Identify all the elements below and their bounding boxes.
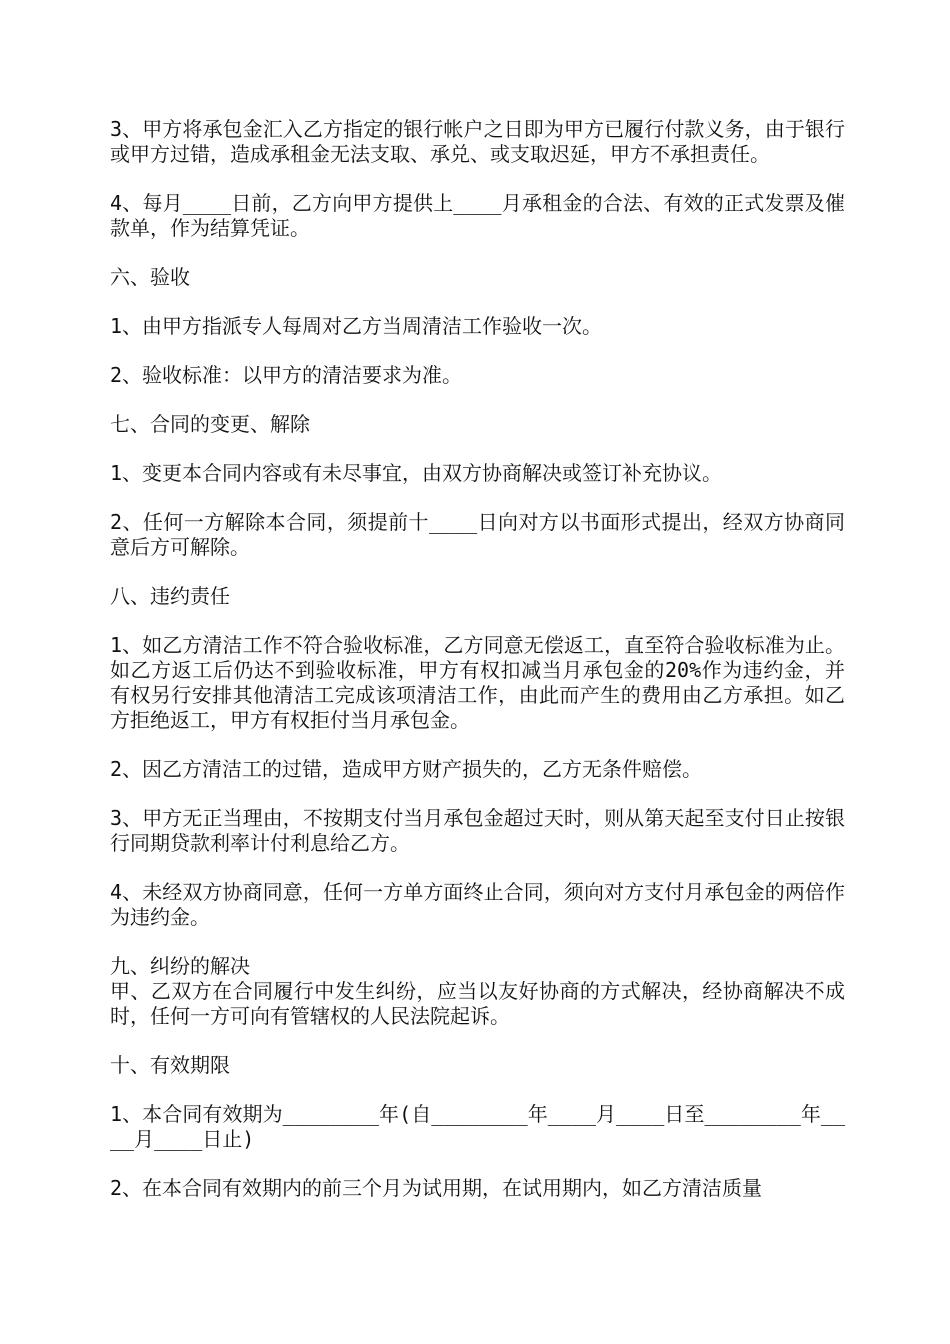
clause-9-body: 甲、乙双方在合同履行中发生纠纷，应当以友好协商的方式解决，经协商解决不成时，任何一方可向有管辖权的人民法院起诉。 — [110, 979, 845, 1028]
clause-5-3: 3、甲方将承包金汇入乙方指定的银行帐户之日即为甲方已履行付款义务，由于银行或甲方过错，造成承租金无法支取、承兑、或支取迟延，甲方不承担责任。 — [110, 117, 845, 166]
clause-8-2: 2、因乙方清洁工的过错，造成甲方财产损失的，乙方无条件赔偿。 — [110, 757, 703, 781]
clause-10-2: 2、在本合同有效期内的前三个月为试用期，在试用期内，如乙方清洁质量 — [110, 1176, 763, 1200]
clause-8-4: 4、未经双方协商同意，任何一方单方面终止合同，须向对方支付月承包金的两倍作为违约金。 — [110, 880, 845, 929]
contract-page — [110, 117, 845, 1201]
clause-8-1: 1、如乙方清洁工作不符合验收标准，乙方同意无偿返工，直至符合验收标准为止。如乙方返工后仍达不到验收标准，甲方有权扣减当月承包金的20%作为违约金，并有权另行安排其他清洁工完成该项清洁工作，由此而产生的费用由乙方承担。如乙方拒绝返工，甲方有权拒付当月承包金。 — [110, 633, 845, 732]
clause-7-2: 2、任何一方解除本合同，须提前十____日向对方以书面形式提出，经双方协商同意后方可解除。 — [110, 510, 845, 559]
section-heading-acceptance: 六、验收 — [110, 265, 190, 289]
section-heading-amendment: 七、合同的变更、解除 — [110, 412, 310, 436]
clause-5-4: 4、每月____日前，乙方向甲方提供上____月承租金的合法、有效的正式发票及催款单，作为结算凭证。 — [110, 191, 845, 240]
clause-7-1: 1、变更本合同内容或有未尽事宜，由双方协商解决或签订补充协议。 — [110, 461, 723, 485]
section-heading-term: 十、有效期限 — [110, 1053, 230, 1077]
clause-10-1: 1、本合同有效期为________年(自________年____月____日至________年____月____日止) — [110, 1102, 845, 1151]
section-heading-disputes: 九、纠纷的解决 — [110, 954, 250, 978]
clause-6-2: 2、验收标准：以甲方的清洁要求为准。 — [110, 363, 463, 387]
clause-8-3: 3、甲方无正当理由，不按期支付当月承包金超过天时，则从第天起至支付日止按银行同期贷款利率计付利息给乙方。 — [110, 806, 845, 855]
section-heading-liability: 八、违约责任 — [110, 584, 230, 608]
clause-6-1: 1、由甲方指派专人每周对乙方当周清洁工作验收一次。 — [110, 314, 603, 338]
